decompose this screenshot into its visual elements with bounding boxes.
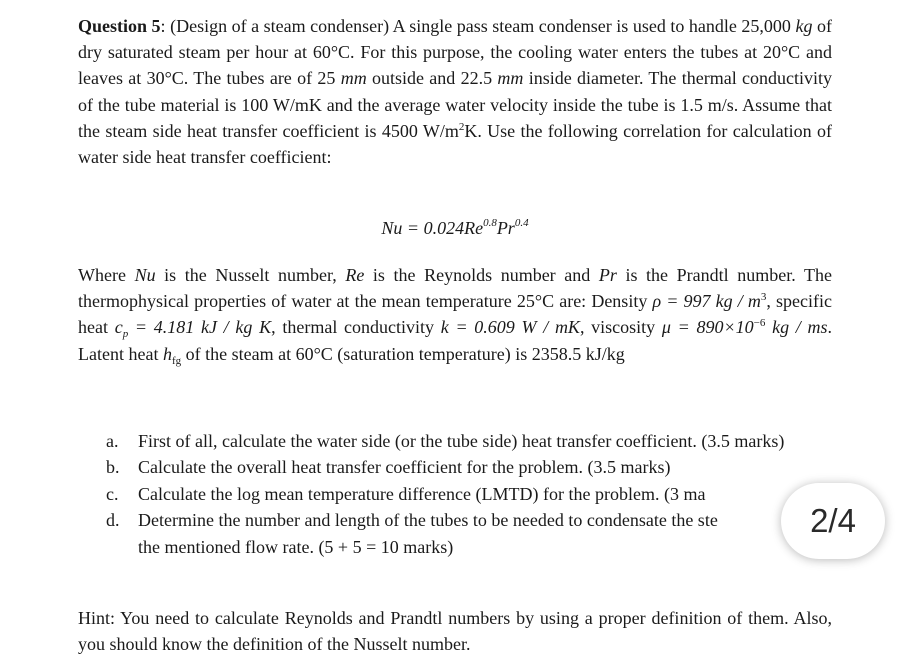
task-list [104,428,834,560]
question-label: Question 5 [78,16,161,36]
task-item-b: b. Calculate the overall heat transfer coefficient for the problem. (3.5 marks) [106,457,671,478]
nusselt-correlation: $Nu = 0.024Re^{0.8}Pr^{0.4}$ [381,217,529,238]
page-indicator[interactable]: 2/4 [781,483,885,559]
task-item-a: a. First of all, calculate the water side (or the tube side) heat transfer coefficient. (3.5 marks) [106,431,785,451]
question-intro: Question 5: (Design of a steam condenser) A single pass steam condenser is used to handle 25,000 kg of dry saturated steam per hour at 60°C. For this purpose, the cooling water enters the tubes at 20°C and leaves at 30°C. The tubes are of 25 mm outside and 22.5 mm inside diameter. The thermal conductivity of the tube material is 100 W/mK and the average water velocity inside the tube is 1.5 m/s. Assume that the steam side heat transfer coefficient is 4500 $W/m^2K$. Use the following correlation for calculation of water side heat transfer coefficient: [78,16,832,168]
task-item-d-continued: the mentioned flow rate. (5 + 5 = 10 marks) [138,536,454,557]
task-item-c: c. Calculate the log mean temperature difference (LMTD) for the problem. (3 ma [106,483,706,504]
task-item-d: d. Determine the number and length of the tubes to be needed to condensate the ste [106,510,718,531]
definitions-paragraph: Where Nu is the Nusselt number, Re is the Reynolds number and Pr is the Prandtl number. The thermophysical properties of water at the mean temperature 25°C are: Density ρ = 997 kg / $m^3$, specific heat $c_p = 4.181$ kJ / kg K, thermal conductivity k = 0.609 W / mK, viscosity $\mu = 890\times 10^{-6}$ kg / ms. Latent heat $h_{fg}$ of the steam at 60°C (saturation temperature) is 2358.5 kJ/kg [78,265,833,367]
hint-paragraph: Hint: You need to calculate Reynolds and Prandtl numbers by using a proper definition of them. Also, you should know the definition of the Nusselt number. [78,608,832,655]
